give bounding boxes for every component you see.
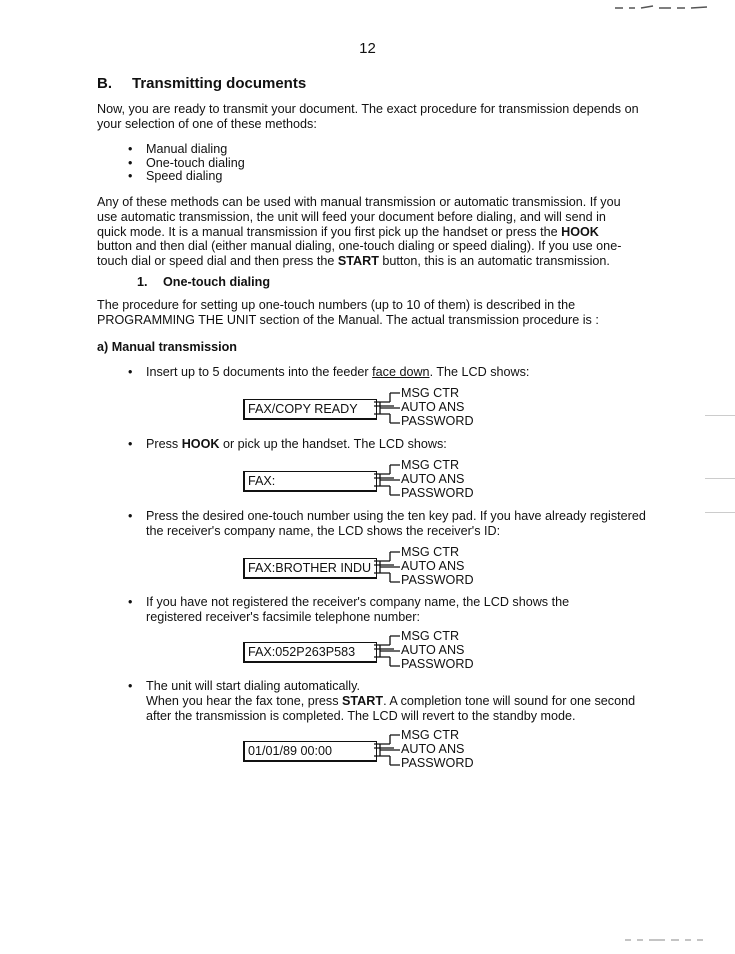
lcd-option-password: PASSWORD: [401, 756, 474, 770]
hook-keyword: HOOK: [561, 224, 599, 239]
step-5-text-end: . A completion tone will sound for one second after the transmission is completed. The LCD will revert to the standby mode.: [146, 693, 636, 723]
bullet: •: [128, 679, 133, 693]
step-2-text-end: or pick up the handset. The LCD shows:: [219, 437, 447, 451]
step-3: [128, 509, 648, 539]
list-item: [128, 170, 245, 184]
lcd-bracket: [374, 728, 404, 772]
step-1: [128, 365, 648, 380]
lcd-screen: FAX:: [243, 471, 377, 492]
list-item-label: One-touch dialing: [146, 155, 245, 170]
step-4: [128, 595, 628, 625]
bullet: •: [128, 509, 133, 523]
list-item-label: Speed dialing: [146, 169, 223, 184]
lcd-screen: FAX:052P263P583: [243, 642, 377, 663]
scan-mark-shape: [615, 3, 715, 13]
lcd-screen: FAX:BROTHER INDU: [243, 558, 377, 579]
section-letter: B.: [97, 75, 112, 92]
scan-mark-corner: [625, 930, 705, 948]
step-2: [128, 437, 648, 452]
step-3-text: Press the desired one-touch number using the ten key pad. If you have already registered the receiver's company name, the LCD shows the receiver's ID:: [146, 509, 646, 538]
lcd-screen: 01/01/89 00:00: [243, 741, 377, 762]
lcd-option-password: PASSWORD: [401, 486, 474, 500]
lcd-display: [243, 728, 643, 778]
step-5-line-1: The unit will start dialing automatically.: [146, 679, 360, 693]
lcd-bracket: [374, 458, 404, 502]
onetouch-paragraph: The procedure for setting up one-touch numbers (up to 10 of them) is described in the PROGRAMMING THE UNIT section of the Manual. The actual transmission procedure is :: [97, 298, 599, 327]
scan-mark-shape: [625, 937, 705, 943]
page-number: 12: [359, 40, 376, 57]
margin-mark: [705, 478, 735, 479]
lcd-screen: FAX/COPY READY: [243, 399, 377, 420]
intro-paragraph: Now, you are ready to transmit your document. The exact procedure for transmission depends on your selection of one of these methods:: [97, 102, 639, 131]
bullet: •: [128, 595, 133, 609]
lcd-option-auto-ans: AUTO ANS: [401, 559, 465, 573]
margin-mark: [705, 415, 735, 416]
lcd-display: [243, 458, 643, 508]
subsection-number: 1.: [137, 275, 148, 289]
lcd-option-auto-ans: AUTO ANS: [401, 643, 465, 657]
lcd-display: [243, 386, 643, 436]
lcd-option-msg-ctr: MSG CTR: [401, 629, 460, 643]
step-5: [128, 679, 658, 723]
margin-mark: [705, 512, 735, 513]
methods-list: [128, 143, 245, 184]
hook-keyword: HOOK: [181, 437, 220, 451]
methods-text-2: button and then dial (either manual dialing, one-touch dialing or speed dialing). If you use one-touch dial or speed dial and then press the: [97, 239, 622, 269]
lcd-option-password: PASSWORD: [401, 657, 474, 671]
section-heading: [97, 75, 306, 92]
lcd-option-msg-ctr: MSG CTR: [401, 545, 460, 559]
scan-marks: [615, 0, 715, 18]
list-item-label: Manual dialing: [146, 142, 228, 156]
list-item: [128, 157, 245, 171]
bullet: •: [128, 155, 133, 170]
bullet: •: [128, 142, 133, 156]
lcd-option-password: PASSWORD: [401, 573, 474, 587]
lcd-option-auto-ans: AUTO ANS: [401, 400, 465, 414]
lcd-option-auto-ans: AUTO ANS: [401, 472, 465, 486]
step-5-text: When you hear the fax tone, press: [146, 693, 343, 708]
start-keyword: START: [337, 254, 379, 269]
step-1-text-end: . The LCD shows:: [429, 365, 530, 379]
bullet: •: [128, 437, 133, 451]
lcd-display: [243, 545, 643, 595]
step-1-text: Insert up to 5 documents into the feeder: [146, 365, 373, 379]
lcd-option-msg-ctr: MSG CTR: [401, 458, 460, 472]
lcd-display: [243, 629, 643, 679]
lcd-bracket: [374, 545, 404, 589]
lcd-option-msg-ctr: MSG CTR: [401, 728, 460, 742]
lcd-option-auto-ans: AUTO ANS: [401, 742, 465, 756]
start-keyword: START: [342, 693, 384, 708]
bullet: •: [128, 365, 133, 379]
step-2-text: Press: [146, 437, 182, 451]
face-down-text: face down: [372, 365, 430, 379]
bullet: •: [128, 169, 133, 184]
methods-text-3: button, this is an automatic transmission.: [378, 254, 610, 269]
methods-text-1: Any of these methods can be used with manual transmission or automatic transmission. If you use automatic transmission, the unit will feed your document before dialing, and will send in quick mode. It is a manual transmission if you first pick up the handset or press the: [97, 195, 621, 239]
lcd-bracket: [374, 386, 404, 430]
lcd-option-msg-ctr: MSG CTR: [401, 386, 460, 400]
manual-transmission-heading: a) Manual transmission: [97, 340, 237, 354]
step-4-text: If you have not registered the receiver's company name, the LCD shows the registered receiver's facsimile telephone number:: [146, 595, 570, 624]
subsection-heading: [137, 275, 270, 289]
subsection-title: One-touch dialing: [163, 275, 271, 289]
list-item: [128, 143, 245, 157]
methods-paragraph: [97, 195, 637, 269]
lcd-bracket: [374, 629, 404, 673]
section-title: Transmitting documents: [132, 75, 307, 92]
lcd-option-password: PASSWORD: [401, 414, 474, 428]
